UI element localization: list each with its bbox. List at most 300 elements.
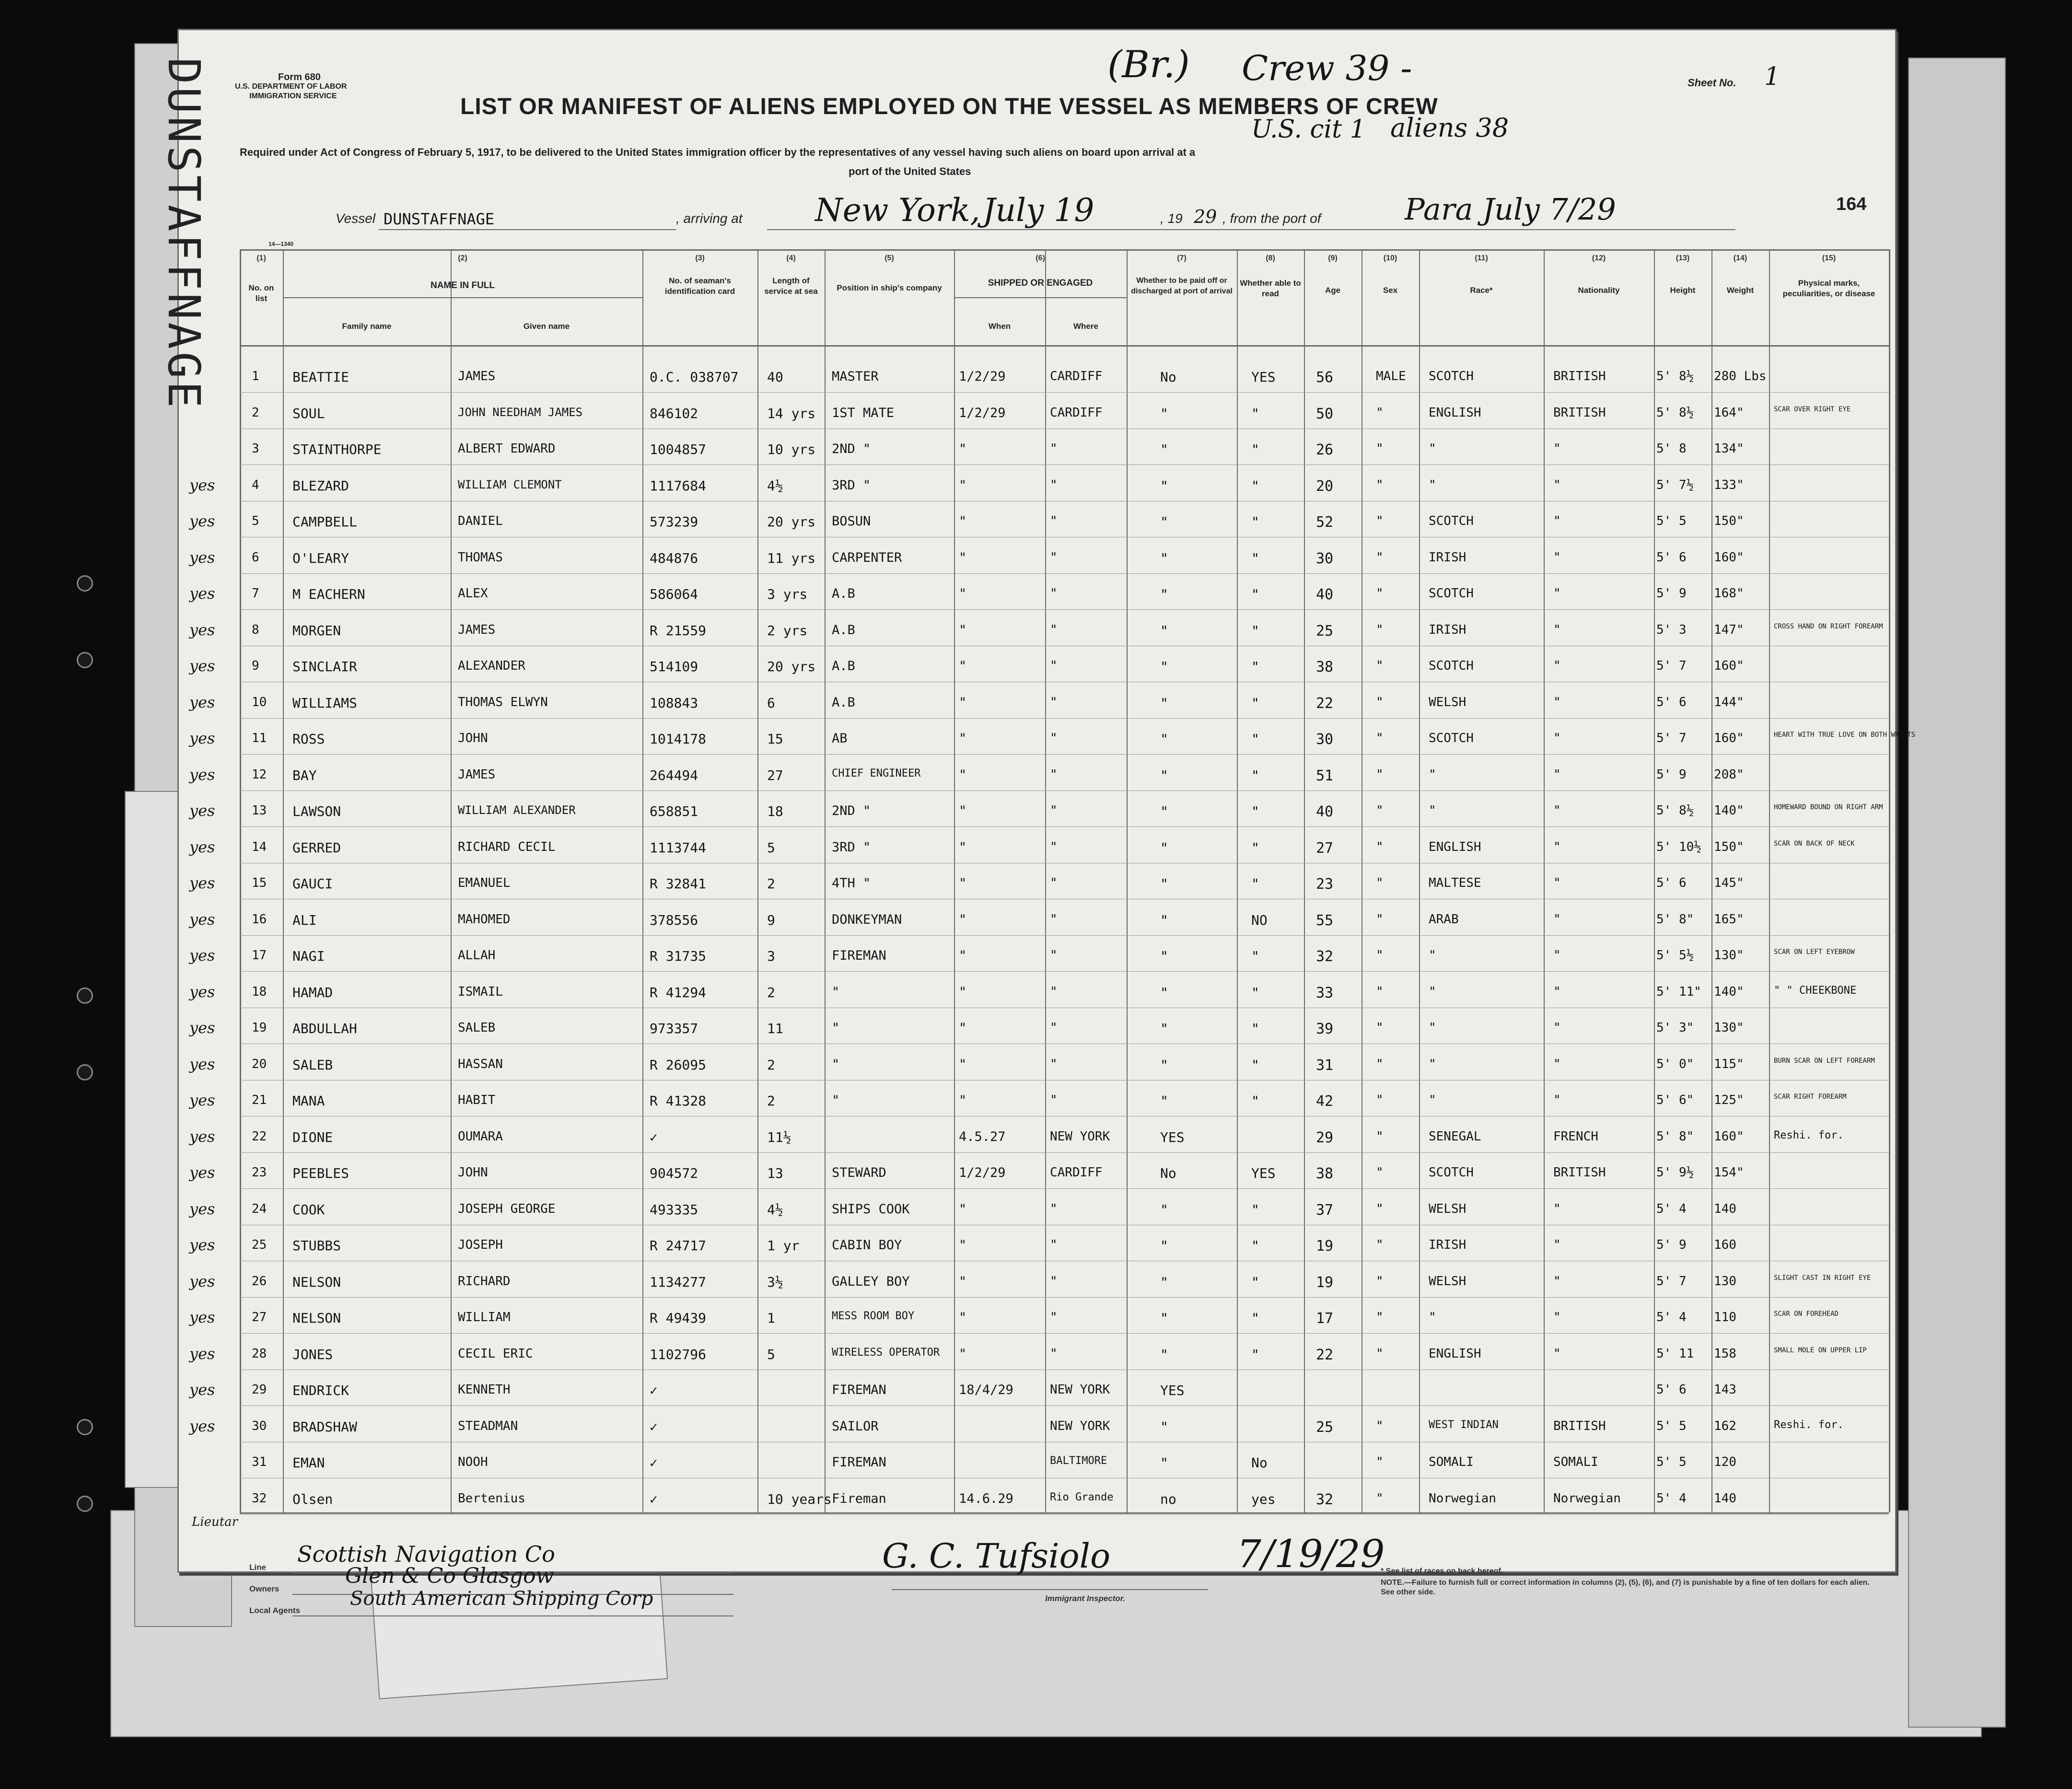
header-position: Position in ship's company xyxy=(837,283,942,292)
header-name-in-full: NAME IN FULL xyxy=(430,280,495,290)
paid-off: " xyxy=(1160,1418,1168,1435)
column-number: (8) xyxy=(1266,254,1275,262)
from-label: , from the port of xyxy=(1222,211,1321,226)
row-rule xyxy=(240,1514,1889,1515)
able-to-read: " xyxy=(1251,984,1259,1000)
sex: " xyxy=(1376,948,1384,963)
engaged-where: " xyxy=(1050,1021,1058,1035)
service-length: 3½ xyxy=(767,1274,783,1290)
physical-marks: SCAR RIGHT FOREARM xyxy=(1774,1093,1847,1101)
sex: " xyxy=(1376,550,1384,565)
family-name: COOK xyxy=(292,1201,325,1218)
given-name: DANIEL xyxy=(458,514,503,528)
weight: 150" xyxy=(1714,839,1744,854)
age: 42 xyxy=(1316,1093,1334,1110)
paid-off: " xyxy=(1160,1201,1168,1218)
given-name: THOMAS xyxy=(458,550,503,565)
race: Norwegian xyxy=(1429,1491,1496,1506)
header-when: When xyxy=(988,322,1011,331)
header-family-name: Family name xyxy=(342,322,392,331)
weight: 110 xyxy=(1714,1310,1736,1324)
nationality: " xyxy=(1553,1021,1561,1035)
given-name: HABIT xyxy=(458,1093,496,1107)
able-to-read: " xyxy=(1251,441,1259,457)
nationality: " xyxy=(1553,1274,1561,1289)
paid-off: " xyxy=(1160,1021,1168,1036)
height: 5' 8" xyxy=(1656,912,1694,927)
weight: 162 xyxy=(1714,1418,1736,1433)
id-card-number: 904572 xyxy=(650,1165,698,1181)
engaged-when: " xyxy=(959,1201,967,1217)
nationality: " xyxy=(1553,948,1561,963)
age: 26 xyxy=(1316,441,1334,458)
header-race: Race* xyxy=(1470,286,1493,295)
id-card-number: 846102 xyxy=(650,405,698,421)
column-rule xyxy=(1045,249,1046,1512)
column-rule xyxy=(642,249,643,1512)
service-length: 11 yrs xyxy=(767,550,816,566)
left-margin-mark: yes xyxy=(189,1019,215,1037)
able-to-read: YES xyxy=(1251,369,1276,385)
nationality: " xyxy=(1553,912,1561,927)
race: " xyxy=(1429,984,1436,999)
race: " xyxy=(1429,1021,1436,1035)
engaged-where: " xyxy=(1050,1238,1058,1252)
row-number: 12 xyxy=(252,767,267,782)
column-number: (2) xyxy=(458,254,467,262)
left-margin-mark: yes xyxy=(189,1308,215,1326)
age: 23 xyxy=(1316,876,1334,893)
age: 25 xyxy=(1316,1418,1334,1436)
family-name: NELSON xyxy=(292,1274,341,1290)
row-number: 23 xyxy=(252,1165,267,1180)
engaged-where: " xyxy=(1050,622,1058,637)
paid-off: " xyxy=(1160,1310,1168,1326)
age: 25 xyxy=(1316,622,1334,639)
height: 5' 11 xyxy=(1656,1346,1694,1361)
nationality: " xyxy=(1553,659,1561,673)
ship-position: " xyxy=(832,984,840,999)
header-length-service: Length of service at sea xyxy=(764,276,818,296)
ship-position: MESS ROOM BOY xyxy=(832,1310,915,1322)
given-name: THOMAS ELWYN xyxy=(458,695,548,709)
header-paid-off: Whether to be paid off or discharged at port of arrival xyxy=(1131,277,1233,295)
vessel-label: Vessel xyxy=(336,211,376,226)
sex: " xyxy=(1376,731,1384,745)
row-number: 31 xyxy=(252,1455,267,1469)
given-name: ALLAH xyxy=(458,948,496,963)
engaged-when: " xyxy=(959,1057,967,1072)
service-length: 14 yrs xyxy=(767,405,816,421)
margin-note: Lieutar xyxy=(192,1515,238,1529)
age: 40 xyxy=(1316,803,1334,820)
race: SENEGAL xyxy=(1429,1129,1481,1144)
family-name: PEEBLES xyxy=(292,1165,349,1181)
able-to-read: " xyxy=(1251,767,1259,783)
annotation-us-cit: U.S. cit 1 xyxy=(1251,115,1366,144)
age: 52 xyxy=(1316,514,1334,531)
weight: 144" xyxy=(1714,695,1744,709)
id-card-number: R 26095 xyxy=(650,1057,707,1073)
column-number: (5) xyxy=(885,254,894,262)
engaged-where: BALTIMORE xyxy=(1050,1455,1107,1467)
left-margin-mark: yes xyxy=(189,1236,215,1254)
rear-page-right xyxy=(1908,58,2006,1728)
left-margin-mark: yes xyxy=(189,1381,215,1399)
row-rule xyxy=(240,971,1889,972)
row-number: 24 xyxy=(252,1201,267,1216)
given-name: RICHARD xyxy=(458,1274,511,1289)
row-number: 2 xyxy=(252,405,259,420)
given-name: OUMARA xyxy=(458,1129,503,1144)
column-number: (13) xyxy=(1676,254,1690,262)
sex: " xyxy=(1376,1093,1384,1107)
family-name: NELSON xyxy=(292,1310,341,1326)
nationality: " xyxy=(1553,695,1561,709)
row-number: 19 xyxy=(252,1021,267,1035)
form-number: Form 680 xyxy=(278,72,321,82)
age: 30 xyxy=(1316,731,1334,748)
id-card-number: 264494 xyxy=(650,767,698,783)
height: 5' 7 xyxy=(1656,659,1687,673)
weight: 130" xyxy=(1714,1021,1744,1035)
column-number: (7) xyxy=(1177,254,1187,262)
nationality: " xyxy=(1553,839,1561,854)
race: WEST INDIAN xyxy=(1429,1418,1499,1431)
family-name: M EACHERN xyxy=(292,586,365,602)
ship-position: 2ND " xyxy=(832,803,871,818)
paid-off: " xyxy=(1160,839,1168,856)
engaged-where: Rio Grande xyxy=(1050,1491,1114,1503)
height: 5' 8½ xyxy=(1656,369,1694,383)
header-no-on-list: No. on list xyxy=(248,283,274,303)
service-length: 1 yr xyxy=(767,1238,800,1254)
ship-position: 4TH " xyxy=(832,876,871,891)
column-rule xyxy=(1419,249,1420,1512)
row-number: 4 xyxy=(252,477,259,492)
punch-hole xyxy=(77,1064,93,1080)
form-title: LIST OR MANIFEST OF ALIENS EMPLOYED ON THE VESSEL AS MEMBERS OF CREW xyxy=(460,94,1438,119)
engaged-where: " xyxy=(1050,1093,1058,1107)
weight: 168" xyxy=(1714,586,1744,601)
sex: " xyxy=(1376,803,1384,818)
physical-marks: SCAR ON FOREHEAD xyxy=(1774,1310,1839,1318)
nationality: " xyxy=(1553,477,1561,492)
race: WELSH xyxy=(1429,1274,1467,1289)
service-length: 3 yrs xyxy=(767,586,808,602)
row-number: 25 xyxy=(252,1238,267,1252)
engaged-when: " xyxy=(959,514,967,529)
race: SOMALI xyxy=(1429,1455,1474,1469)
paid-off: " xyxy=(1160,948,1168,964)
height: 5' 9½ xyxy=(1656,1165,1694,1180)
punch-hole xyxy=(77,987,93,1004)
row-number: 27 xyxy=(252,1310,267,1324)
line-label: Line xyxy=(249,1563,266,1572)
id-card-number: R 41294 xyxy=(650,984,707,1000)
row-rule xyxy=(240,1188,1889,1189)
nationality: BRITISH xyxy=(1553,405,1606,420)
column-rule xyxy=(1127,249,1128,1512)
family-name: ROSS xyxy=(292,731,325,747)
column-number: (11) xyxy=(1475,254,1488,262)
left-margin-mark: yes xyxy=(189,802,215,820)
column-number: (4) xyxy=(786,254,796,262)
age: 27 xyxy=(1316,839,1334,857)
age: 31 xyxy=(1316,1057,1334,1074)
row-number: 30 xyxy=(252,1418,267,1433)
able-to-read: " xyxy=(1251,695,1259,711)
given-name: JAMES xyxy=(458,767,496,782)
weight: 140" xyxy=(1714,803,1744,818)
height: 5' 6" xyxy=(1656,1093,1694,1107)
service-length: 9 xyxy=(767,912,775,928)
physical-marks: HEART WITH TRUE LOVE ON BOTH WRISTS xyxy=(1774,731,1916,739)
ship-position: DONKEYMAN xyxy=(832,912,902,927)
row-rule xyxy=(240,718,1889,719)
age: 50 xyxy=(1316,405,1334,422)
family-name: ALI xyxy=(292,912,317,928)
age: 33 xyxy=(1316,984,1334,1001)
given-name: JOSEPH xyxy=(458,1238,503,1252)
given-name: ALBERT EDWARD xyxy=(458,441,556,456)
nationality: " xyxy=(1553,586,1561,601)
paid-off: YES xyxy=(1160,1382,1185,1398)
engaged-when: " xyxy=(959,839,967,855)
annotation-aliens: aliens 38 xyxy=(1390,113,1509,143)
family-name: BRADSHAW xyxy=(292,1418,357,1435)
ship-position: A.B xyxy=(832,659,855,674)
sex: " xyxy=(1376,1201,1384,1216)
ship-position: A.B xyxy=(832,622,855,638)
given-name: SALEB xyxy=(458,1021,496,1035)
physical-marks: " " CHEEKBONE xyxy=(1774,984,1857,997)
engaged-where: NEW YORK xyxy=(1050,1129,1110,1144)
row-number: 14 xyxy=(252,839,267,854)
engaged-when: " xyxy=(959,731,967,746)
left-margin-mark: yes xyxy=(189,693,215,711)
header-given-name: Given name xyxy=(523,322,570,331)
id-card-number: ✓ xyxy=(650,1418,658,1435)
physical-marks: BURN SCAR ON LEFT FOREARM xyxy=(1774,1057,1875,1065)
physical-marks: Reshi. for. xyxy=(1774,1129,1844,1141)
weight: 133" xyxy=(1714,477,1744,492)
height: 5' 5 xyxy=(1656,1455,1687,1469)
inspector-label: Immigrant Inspector. xyxy=(1045,1594,1126,1603)
engaged-when: " xyxy=(959,441,967,456)
engaged-when: " xyxy=(959,767,967,782)
column-rule xyxy=(1304,249,1305,1512)
weight: 140" xyxy=(1714,984,1744,999)
sex: " xyxy=(1376,1129,1384,1144)
able-to-read: " xyxy=(1251,550,1259,566)
ship-position: 1ST MATE xyxy=(832,405,895,420)
ship-position: A.B xyxy=(832,695,855,710)
given-name: JAMES xyxy=(458,369,496,383)
service-length: 5 xyxy=(767,1346,775,1362)
service-length: 10 years xyxy=(767,1491,832,1507)
family-name: WILLIAMS xyxy=(292,695,357,711)
line-value: Scottish Navigation Co xyxy=(297,1541,555,1567)
service-length: 2 xyxy=(767,984,775,1000)
ship-position: MASTER xyxy=(832,369,879,384)
left-margin-mark: yes xyxy=(189,1417,215,1435)
age: 38 xyxy=(1316,1165,1334,1182)
ship-position: 3RD " xyxy=(832,839,871,855)
left-margin-mark: yes xyxy=(189,584,215,603)
family-name: JONES xyxy=(292,1346,333,1362)
column-rule xyxy=(1237,249,1238,1512)
paid-off: " xyxy=(1160,550,1168,566)
header-id-card: No. of seaman's identification card xyxy=(664,276,735,296)
given-name: JOHN xyxy=(458,731,488,745)
id-card-number: 973357 xyxy=(650,1021,698,1036)
left-margin-mark: yes xyxy=(189,1272,215,1290)
able-to-read: " xyxy=(1251,731,1259,747)
family-name: CAMPBELL xyxy=(292,514,357,530)
column-rule xyxy=(240,249,241,1512)
left-margin-mark: yes xyxy=(189,982,215,1001)
row-rule xyxy=(240,1297,1889,1298)
row-rule xyxy=(240,573,1889,574)
nationality: " xyxy=(1553,984,1561,999)
weight: 115" xyxy=(1714,1057,1744,1071)
column-number: (6) xyxy=(1036,254,1045,262)
id-card-number: 493335 xyxy=(650,1201,698,1218)
family-name: O'LEARY xyxy=(292,550,349,566)
given-name: CECIL ERIC xyxy=(458,1346,533,1361)
service-length: 5 xyxy=(767,839,775,856)
able-to-read: " xyxy=(1251,1310,1259,1326)
engaged-where: " xyxy=(1050,876,1058,890)
engaged-where: " xyxy=(1050,984,1058,999)
column-rule xyxy=(451,249,452,1512)
age: 56 xyxy=(1316,369,1334,386)
column-rule xyxy=(757,249,758,1512)
family-name: SINCLAIR xyxy=(292,659,357,674)
service-length: 3 xyxy=(767,948,775,964)
ship-position: WIRELESS OPERATOR xyxy=(832,1346,940,1359)
left-margin-mark: yes xyxy=(189,765,215,784)
row-number: 9 xyxy=(252,659,259,673)
row-rule xyxy=(240,392,1889,393)
vessel-underline xyxy=(379,229,676,230)
engaged-where: " xyxy=(1050,1346,1058,1361)
sex: " xyxy=(1376,695,1384,709)
given-name: ISMAIL xyxy=(458,984,503,999)
id-card-number: R 21559 xyxy=(650,622,707,639)
paid-off: " xyxy=(1160,1057,1168,1073)
engaged-where: " xyxy=(1050,550,1058,565)
row-number: 8 xyxy=(252,622,259,637)
sex: " xyxy=(1376,659,1384,673)
row-number: 32 xyxy=(252,1491,267,1506)
engaged-where: " xyxy=(1050,948,1058,963)
departure-port: Para July 7/29 xyxy=(1405,192,1616,227)
paid-off: " xyxy=(1160,405,1168,421)
year-prefix: , 19 xyxy=(1160,211,1183,226)
weight: 143 xyxy=(1714,1382,1736,1397)
punch-hole xyxy=(77,1419,93,1435)
family-name: EMAN xyxy=(292,1455,325,1471)
arriving-port: New York, xyxy=(815,192,980,229)
race: ARAB xyxy=(1429,912,1459,927)
engaged-when: " xyxy=(959,803,967,818)
nationality: " xyxy=(1553,767,1561,782)
service-length: 20 yrs xyxy=(767,514,816,530)
race: IRISH xyxy=(1429,1238,1467,1252)
height: 5' 6 xyxy=(1656,695,1687,709)
service-length: 4½ xyxy=(767,1201,783,1218)
left-margin-mark: yes xyxy=(189,910,215,929)
agents-underline xyxy=(292,1615,733,1616)
header-sex: Sex xyxy=(1383,286,1398,295)
id-card-number: 108843 xyxy=(650,695,698,711)
id-card-number: R 24717 xyxy=(650,1238,707,1254)
given-name: RICHARD CECIL xyxy=(458,839,556,854)
service-length: 18 xyxy=(767,803,783,819)
family-name: MANA xyxy=(292,1093,325,1109)
paid-off: " xyxy=(1160,767,1168,783)
column-rule xyxy=(825,249,826,1512)
arriving-label: , arriving at xyxy=(676,211,743,226)
form-code: 14—1340 xyxy=(268,241,294,247)
row-number: 20 xyxy=(252,1057,267,1071)
row-number: 21 xyxy=(252,1093,267,1107)
engaged-where: " xyxy=(1050,803,1058,818)
column-number: (15) xyxy=(1822,254,1836,262)
nationality: " xyxy=(1553,1310,1561,1324)
service-length: 10 yrs xyxy=(767,441,816,457)
column-rule xyxy=(1889,249,1890,1512)
sex: " xyxy=(1376,1021,1384,1035)
engaged-when: " xyxy=(959,1021,967,1035)
column-number: (1) xyxy=(256,254,266,262)
left-margin-mark: yes xyxy=(189,1163,215,1182)
left-margin-mark: yes xyxy=(189,512,215,530)
height: 5' 10½ xyxy=(1656,839,1701,854)
given-name: JOHN xyxy=(458,1165,488,1180)
able-to-read: " xyxy=(1251,1346,1259,1362)
family-name: BAY xyxy=(292,767,317,783)
sex: " xyxy=(1376,1238,1384,1252)
height: 5' 6 xyxy=(1656,550,1687,565)
service-length: 2 xyxy=(767,1093,775,1109)
age: 32 xyxy=(1316,948,1334,965)
engaged-when: 1/2/29 xyxy=(959,405,1006,420)
family-name: STUBBS xyxy=(292,1238,341,1254)
nationality: " xyxy=(1553,1201,1561,1216)
able-to-read: " xyxy=(1251,477,1259,494)
engaged-where: NEW YORK xyxy=(1050,1418,1110,1433)
paid-off: No xyxy=(1160,1165,1176,1181)
engaged-where: " xyxy=(1050,1310,1058,1324)
id-card-number: R 41328 xyxy=(650,1093,707,1109)
form-subtitle-2: port of the United States xyxy=(849,165,971,177)
ship-position: GALLEY BOY xyxy=(832,1274,910,1289)
left-margin-mark: yes xyxy=(189,620,215,639)
able-to-read: " xyxy=(1251,659,1259,674)
ship-position: CARPENTER xyxy=(832,550,902,565)
able-to-read: " xyxy=(1251,405,1259,421)
able-to-read: " xyxy=(1251,1093,1259,1109)
service-length: 11½ xyxy=(767,1129,792,1145)
paid-off: " xyxy=(1160,622,1168,639)
row-number: 3 xyxy=(252,441,259,456)
annotation-br: (Br.) xyxy=(1107,43,1190,86)
sex: " xyxy=(1376,441,1384,456)
weight: 160" xyxy=(1714,731,1744,745)
